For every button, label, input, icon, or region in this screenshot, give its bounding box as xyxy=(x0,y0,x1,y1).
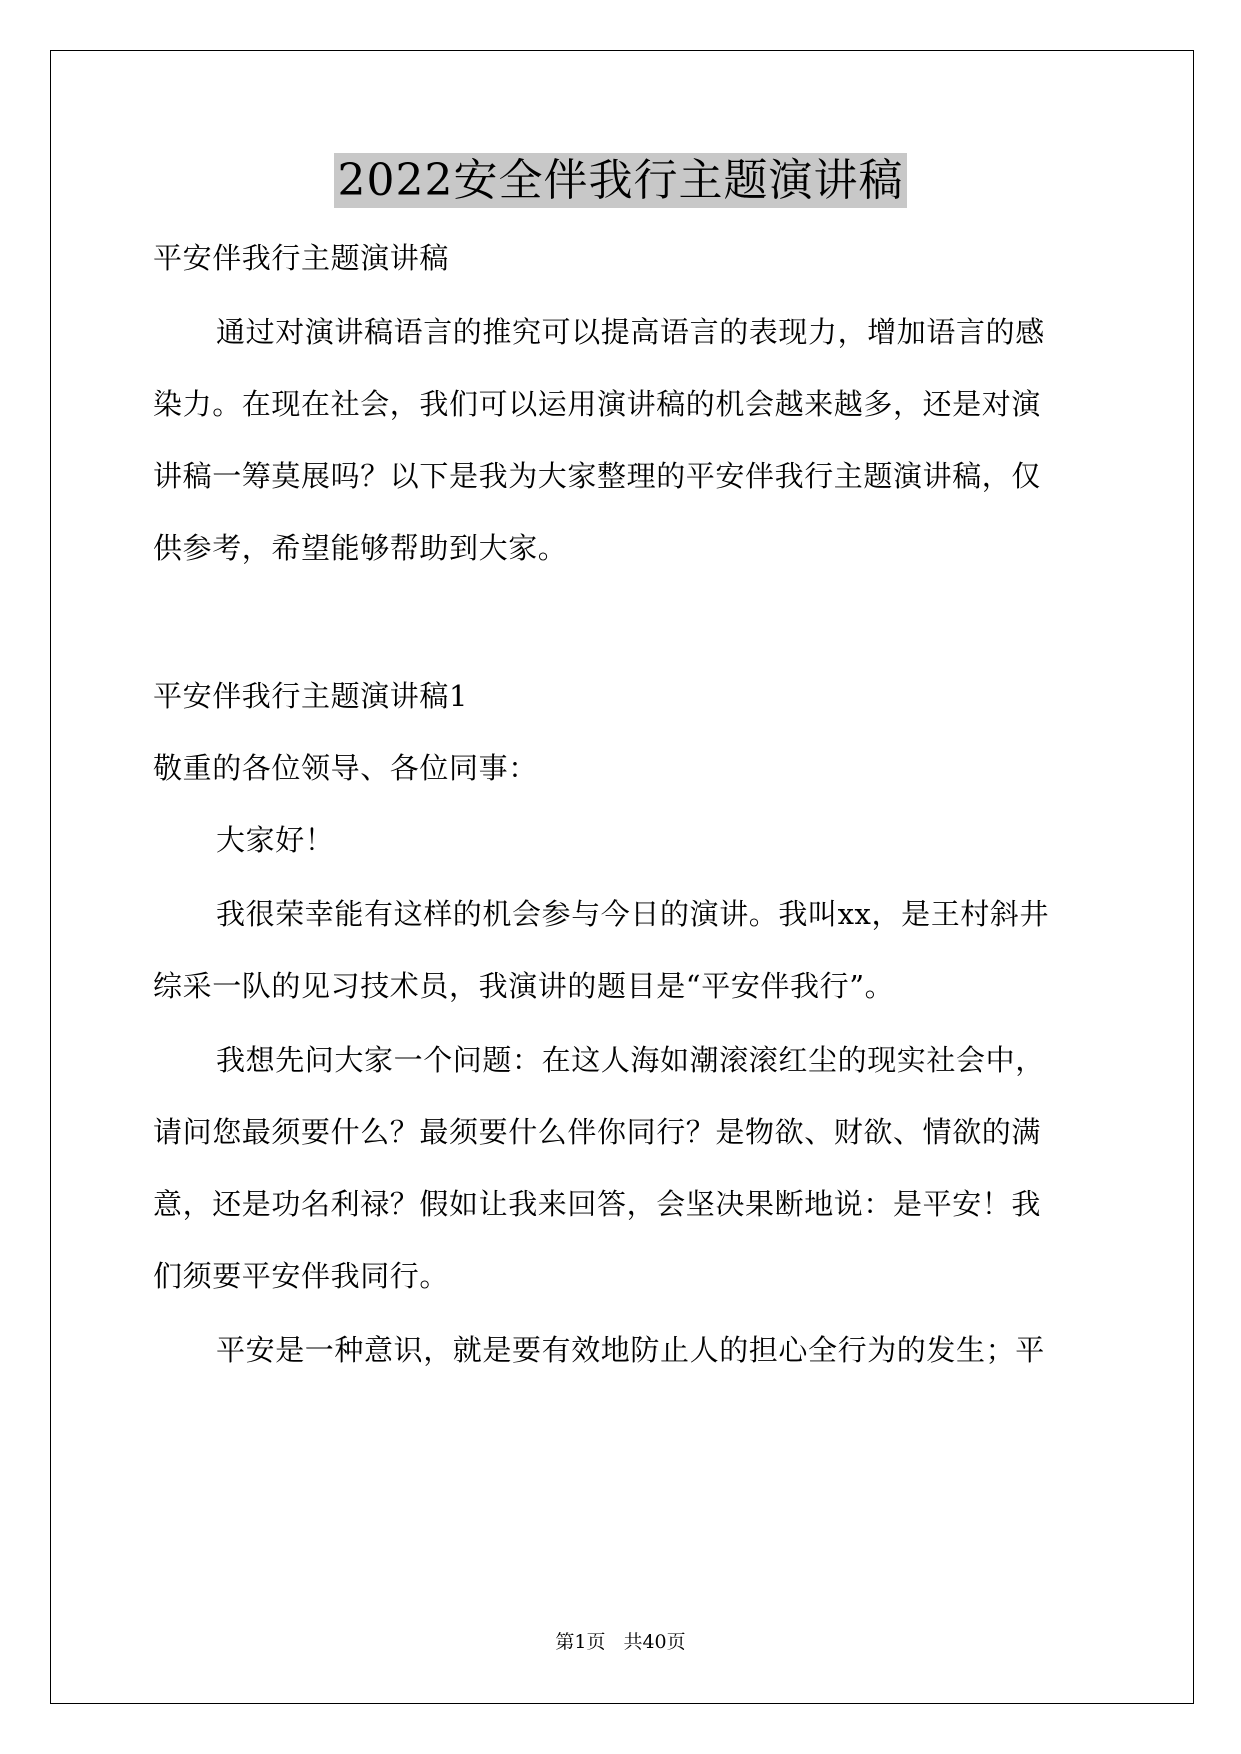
body-paragraph-line: 们须要平安伴我同行。 xyxy=(153,1259,450,1293)
body-paragraph-line: 我很荣幸能有这样的机会参与今日的演讲。我叫xx，是王村斜井 xyxy=(216,897,1050,931)
greeting: 大家好！ xyxy=(216,823,335,857)
intro-paragraph-line: 通过对演讲稿语言的推究可以提高语言的表现力，增加语言的感 xyxy=(216,315,1045,349)
intro-paragraph-line: 染力。在现在社会，我们可以运用演讲稿的机会越来越多，还是对演 xyxy=(153,387,1042,421)
document-title xyxy=(0,153,1241,209)
intro-paragraph-line: 供参考，希望能够帮助到大家。 xyxy=(153,531,568,565)
page-footer xyxy=(0,1630,1241,1654)
intro-paragraph-line: 讲稿一筹莫展吗？以下是我为大家整理的平安伴我行主题演讲稿，仅 xyxy=(153,459,1042,493)
body-paragraph-line: 请问您最须要什么？最须要什么伴你同行？是物欲、财欲、情欲的满 xyxy=(153,1115,1042,1149)
document-title-text: 2022安全伴我行主题演讲稿 xyxy=(334,153,908,208)
section-heading: 平安伴我行主题演讲稿 xyxy=(153,241,450,275)
salutation: 敬重的各位领导、各位同事： xyxy=(153,751,538,785)
page-border xyxy=(50,50,1194,1704)
speech-heading: 平安伴我行主题演讲稿1 xyxy=(153,679,469,713)
body-paragraph-line: 我想先问大家一个问题：在这人海如潮滚滚红尘的现实社会中， xyxy=(216,1043,1045,1077)
body-paragraph-line: 综采一队的见习技术员，我演讲的题目是“平安伴我行”。 xyxy=(153,969,895,1003)
page-total: 共40页 xyxy=(623,1631,686,1653)
body-paragraph-line: 意，还是功名利禄？假如让我来回答，会坚决果断地说：是平安！我 xyxy=(153,1187,1042,1221)
page-number: 第1页 xyxy=(555,1631,606,1653)
body-paragraph-line: 平安是一种意识，就是要有效地防止人的担心全行为的发生；平 xyxy=(216,1333,1045,1367)
